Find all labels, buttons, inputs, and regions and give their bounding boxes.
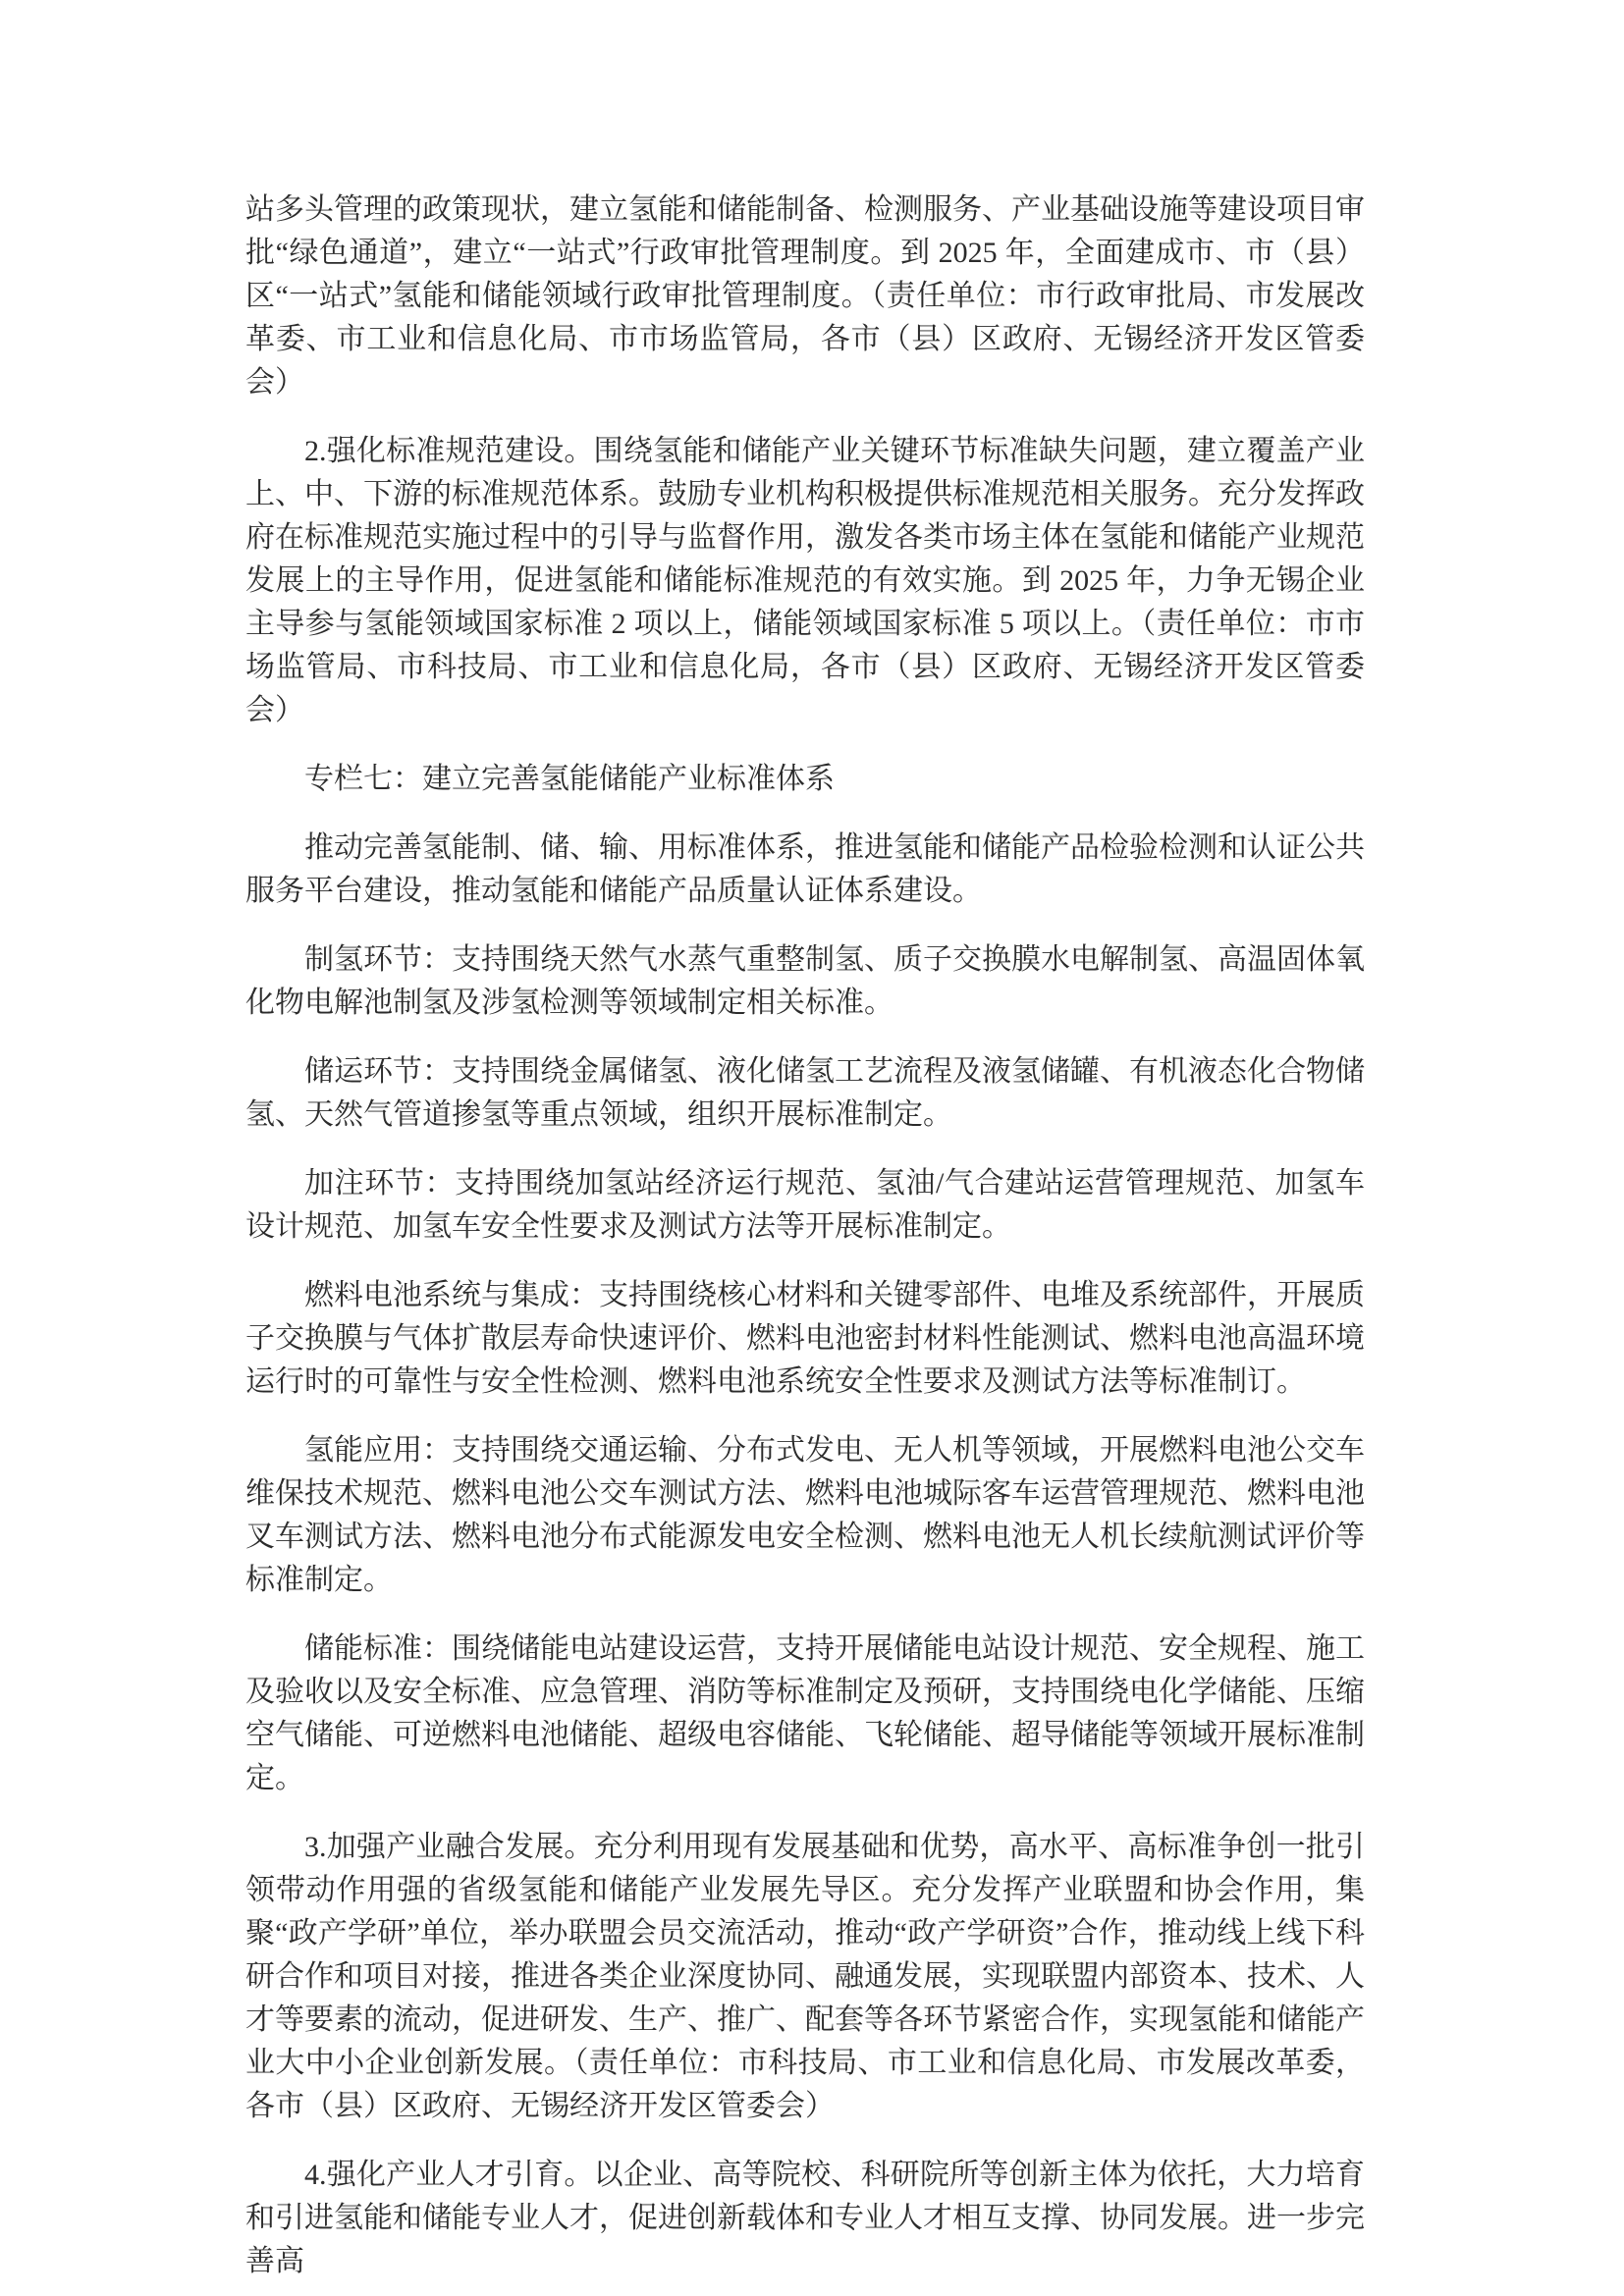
paragraph-continued-from-previous-page: 站多头管理的政策现状，建立氢能和储能制备、检测服务、产业基础设施等建设项目审批“绿色通道”，建立“一站式”行政审批管理制度。到 2025 年，全面建成市、市（县）区“一站式”氢能和储能领域行政审批管理制度。（责任单位：市行政审批局、市发展改革委、市工业和信息化局、市市场监管局，各市（县）区政府、无锡经济开发区管委会）: [245, 193, 1365, 399]
column-intro-paragraph: 推动完善氢能制、储、输、用标准体系，推进氢能和储能产品检验检测和认证公共服务平台建设，推动氢能和储能产品质量认证体系建设。: [245, 831, 1365, 907]
paragraph-hydrogen-production: 制氢环节：支持围绕天然气水蒸气重整制氢、质子交换膜水电解制氢、高温固体氧化物电解池制氢及涉氢检测等领域制定相关标准。: [245, 943, 1365, 1019]
document-body: [245, 188, 1365, 2283]
paragraph-hydrogen-application: 氢能应用：支持围绕交通运输、分布式发电、无人机等领域，开展燃料电池公交车维保技术规范、燃料电池公交车测试方法、燃料电池城际客车运营管理规范、燃料电池叉车测试方法、燃料电池分布式能源发电安全检测、燃料电池无人机长续航测试评价等标准制定。: [245, 1434, 1365, 1596]
paragraph-fuel-cell-system: 燃料电池系统与集成：支持围绕核心材料和关键零部件、电堆及系统部件，开展质子交换膜与气体扩散层寿命快速评价、燃料电池密封材料性能测试、燃料电池高温环境运行时的可靠性与安全性检测、燃料电池系统安全性要求及测试方法等标准制订。: [245, 1279, 1365, 1398]
paragraph-item-4-talent: 4.强化产业人才引育。以企业、高等院校、科研院所等创新主体为依托，大力培育和引进氢能和储能专业人才，促进创新载体和专业人才相互支撑、协同发展。进一步完善高: [245, 2159, 1365, 2277]
paragraph-item-2-standards: 2.强化标准规范建设。围绕氢能和储能产业关键环节标准缺失问题，建立覆盖产业上、中、下游的标准规范体系。鼓励专业机构积极提供标准规范相关服务。充分发挥政府在标准规范实施过程中的引导与监督作用，激发各类市场主体在氢能和储能产业规范发展上的主导作用，促进氢能和储能标准规范的有效实施。到 2025 年，力争无锡企业主导参与氢能领域国家标准 2 项以上，储能领域国家标准 5 项以上。（责任单位：市市场监管局、市科技局、市工业和信息化局，各市（县）区政府、无锡经济开发区管委会）: [245, 435, 1365, 726]
paragraph-refueling: 加注环节：支持围绕加氢站经济运行规范、氢油/气合建站运营管理规范、加氢车设计规范、加氢车安全性要求及测试方法等开展标准制定。: [245, 1167, 1365, 1243]
paragraph-storage-transport: 储运环节：支持围绕金属储氢、液化储氢工艺流程及液氢储罐、有机液态化合物储氢、天然气管道掺氢等重点领域，组织开展标准制定。: [245, 1055, 1365, 1131]
column-seven-heading: 专栏七：建立完善氢能储能产业标准体系: [304, 763, 835, 795]
paragraph-energy-storage-standards: 储能标准：围绕储能电站建设运营，支持开展储能电站设计规范、安全规程、施工及验收以及安全标准、应急管理、消防等标准制定及预研，支持围绕电化学储能、压缩空气储能、可逆燃料电池储能、超级电容储能、飞轮储能、超导储能等领域开展标准制定。: [245, 1632, 1365, 1794]
paragraph-item-3-industry-integration: 3.加强产业融合发展。充分利用现有发展基础和优势，高水平、高标准争创一批引领带动作用强的省级氢能和储能产业发展先导区。充分发挥产业联盟和协会作用，集聚“政产学研”单位，举办联盟会员交流活动，推动“政产学研资”合作，推动线上线下科研合作和项目对接，推进各类企业深度协同、融通发展，实现联盟内部资本、技术、人才等要素的流动，促进研发、生产、推广、配套等各环节紧密合作，实现氢能和储能产业大中小企业创新发展。（责任单位：市科技局、市工业和信息化局、市发展改革委，各市（县）区政府、无锡经济开发区管委会）: [245, 1831, 1365, 2122]
